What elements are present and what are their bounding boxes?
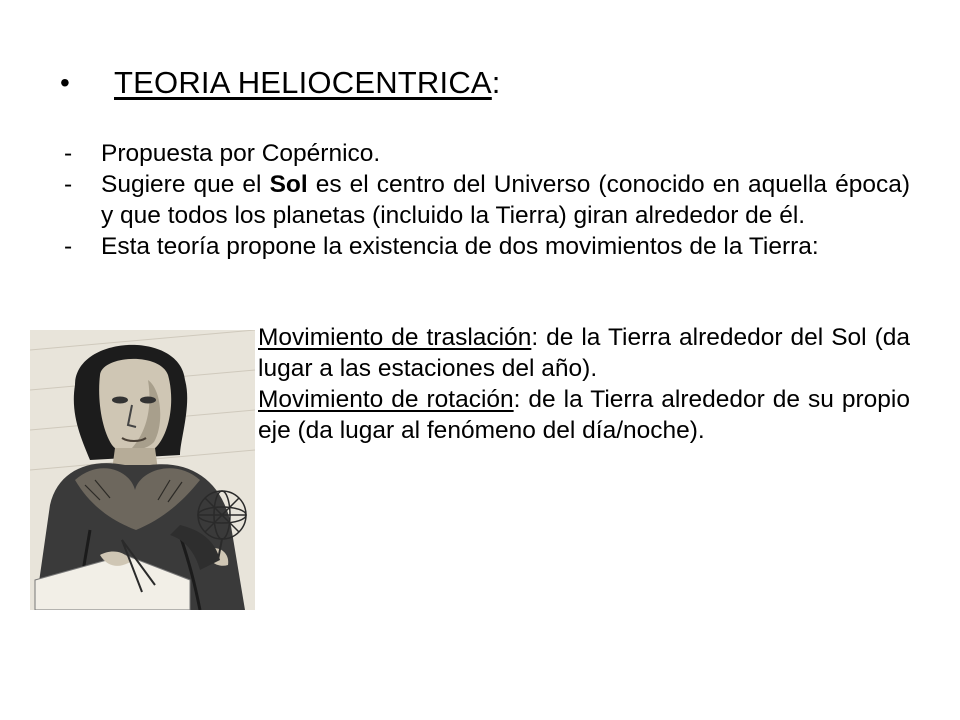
movements-list — [258, 322, 910, 446]
movement-label: Movimiento de traslación — [258, 324, 532, 351]
list-dash: - — [64, 171, 73, 198]
list-item — [64, 138, 910, 169]
movement-item — [258, 322, 910, 384]
title-row — [60, 58, 501, 108]
movement-text: : de la Tierra alrededor de su propio eje (da lugar al fenómeno del día/noche). — [258, 386, 910, 444]
title-bullet: • — [60, 67, 70, 98]
list-item — [64, 169, 910, 231]
slide-title — [114, 65, 501, 101]
text-fragment: Sugiere que el — [101, 171, 270, 198]
bold-word: Sol — [269, 171, 308, 198]
slide-title-text: TEORIA HELIOCENTRICA — [114, 65, 492, 100]
list-dash: - — [64, 233, 73, 260]
list-item — [64, 231, 910, 262]
movement-label: Movimiento de rotación — [258, 386, 514, 413]
list-item-text — [101, 169, 910, 231]
list-dash: - — [64, 140, 73, 167]
portrait-engraving — [30, 330, 255, 610]
movement-text: : de la Tierra alrededor del Sol (da lugar a las estaciones del año). — [258, 324, 911, 382]
list-item-text: Propuesta por Copérnico. — [101, 140, 381, 167]
movement-item — [258, 384, 910, 446]
slide-title-colon: : — [491, 65, 501, 100]
text-fragment: es el centro del Universo (conocido en aquella época) y que todos los planetas (incluido la Tierra) giran alrededor de él. — [101, 171, 910, 229]
bullet-list — [64, 138, 910, 262]
copernicus-portrait — [30, 330, 255, 610]
list-item-text: Esta teoría propone la existencia de dos movimientos de la Tierra: — [101, 233, 819, 260]
